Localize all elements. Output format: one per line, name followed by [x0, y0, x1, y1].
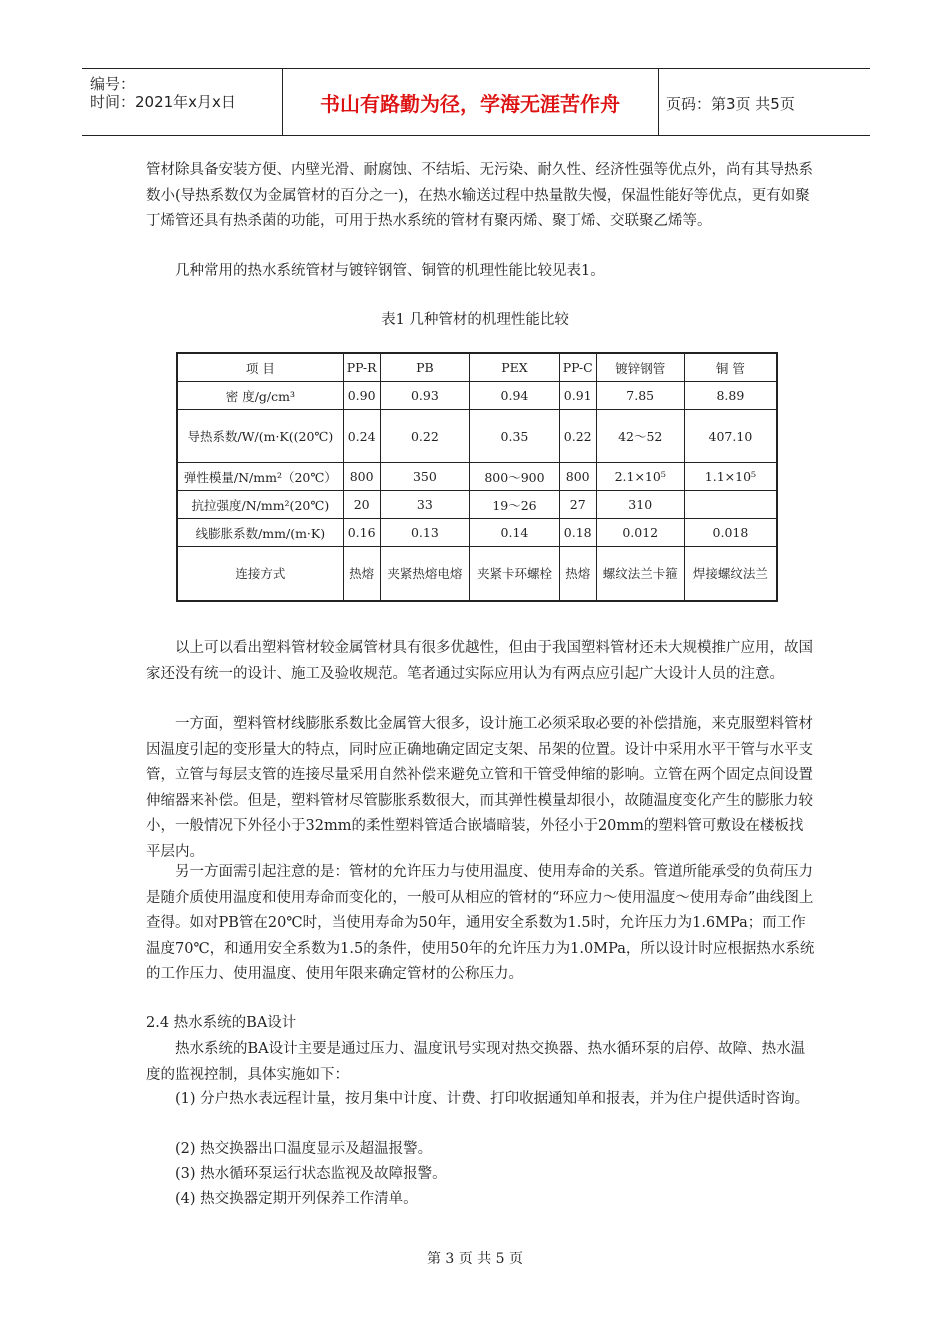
table-header-cell: 铜 管	[684, 353, 777, 382]
list-item: (3) 热水循环泵运行状态监视及故障报警。	[175, 1166, 447, 1182]
table-row-label: 连接方式	[177, 547, 343, 602]
table-cell: 310	[596, 491, 684, 519]
table-cell: 1.1×10⁵	[684, 463, 777, 491]
table-cell	[684, 491, 777, 519]
table-cell: 热熔	[343, 547, 380, 602]
table-row-label: 导热系数/W/(m·K((20℃)	[177, 410, 343, 463]
table-cell: 800～900	[470, 463, 560, 491]
table-cell: 0.018	[684, 519, 777, 547]
table-row	[177, 547, 777, 602]
table-cell: 0.94	[470, 382, 560, 410]
table-row-label: 弹性模量/N/mm²（20℃）	[177, 463, 343, 491]
table-cell: 夹紧热熔电熔	[380, 547, 470, 602]
table-header-cell: PP-R	[343, 353, 380, 382]
table-cell: 800	[559, 463, 596, 491]
table-cell: 0.24	[343, 410, 380, 463]
list-item: (1) 分户热水表远程计量，按月集中计度、计费、打印收据通知单和报表，并为住户提供适时咨询。	[175, 1091, 810, 1107]
table-cell: 0.90	[343, 382, 380, 410]
table-cell: 42～52	[596, 410, 684, 463]
table-cell: 螺纹法兰卡箍	[596, 547, 684, 602]
paragraph-intro: 管材除具备安装方便、内壁光滑、耐腐蚀、不结垢、无污染、耐久性、经济性强等优点外，尚有其导热系数小(导热系数仅为金属管材的百分之一)，在热水输送过程中热量散失慢，保温性能好等优点，更有如聚丁烯管还具有热杀菌的功能，可用于热水系统的管材有聚丙烯、聚丁烯、交联聚乙烯等。	[146, 162, 813, 230]
table-row	[177, 491, 777, 519]
paragraph-pressure: 另一方面需引起注意的是：管材的允许压力与使用温度、使用寿命的关系。管道所能承受的负荷压力是随介质使用温度和使用寿命而变化的，一般可从相应的管材的“环应力～使用温度～使用寿命”曲线图上查得。如对PB管在20℃时，当使用寿命为50年，通用安全系数为1.5时，允许压力为1.6MPa；而工作温度70℃，和通用安全系数为1.5的条件，使用50年的允许压力为1.0MPa，所以设计时应根据热水系统的工作压力、使用温度、使用年限来确定管材的公称压力。	[146, 864, 815, 983]
table-cell: 0.91	[559, 382, 596, 410]
table-cell: 8.89	[684, 382, 777, 410]
table-cell: 0.22	[380, 410, 470, 463]
header-page-number: 页码：第3页 共5页	[666, 95, 795, 113]
table-cell: 7.85	[596, 382, 684, 410]
pipe-performance-table	[176, 352, 778, 602]
table-cell: 0.012	[596, 519, 684, 547]
table-cell: 33	[380, 491, 470, 519]
section-heading: 2.4 热水系统的BA设计	[146, 1015, 297, 1031]
table-row-label: 线膨胀系数/mm/(m·K)	[177, 519, 343, 547]
table-row-label: 密 度/g/cm³	[177, 382, 343, 410]
document-date: 时间：2021年x月x日	[90, 93, 236, 111]
paragraph-ba-design: 热水系统的BA设计主要是通过压力、温度讯号实现对热交换器、热水循环泵的启停、故障、热水温度的监视控制，具体实施如下：	[146, 1041, 806, 1083]
table-cell: 0.13	[380, 519, 470, 547]
table-cell: 热熔	[559, 547, 596, 602]
table-header-cell: 项 目	[177, 353, 343, 382]
table-row	[177, 519, 777, 547]
table-header-cell: PEX	[470, 353, 560, 382]
table-caption: 表1 几种管材的机理性能比较	[381, 312, 569, 328]
header-motto: 书山有路勤为径，学海无涯苦作舟	[282, 69, 659, 135]
table-cell: 350	[380, 463, 470, 491]
table-cell: 焊接螺纹法兰	[684, 547, 777, 602]
table-cell: 800	[343, 463, 380, 491]
paragraph-advantages: 以上可以看出塑料管材较金属管材具有很多优越性，但由于我国塑料管材还未大规模推广应用，故国家还没有统一的设计、施工及验收规范。笔者通过实际应用认为有两点应引起广大设计人员的注意。	[146, 640, 813, 682]
table-cell: 20	[343, 491, 380, 519]
table-cell: 0.16	[343, 519, 380, 547]
table-header-cell: 镀锌钢管	[596, 353, 684, 382]
table-cell: 0.35	[470, 410, 560, 463]
table-cell: 2.1×10⁵	[596, 463, 684, 491]
table-cell: 19～26	[470, 491, 560, 519]
table-cell: 0.18	[559, 519, 596, 547]
document-code: 编号：	[90, 75, 136, 93]
table-cell: 0.14	[470, 519, 560, 547]
table-row	[177, 463, 777, 491]
paragraph-expansion: 一方面，塑料管材线膨胀系数比金属管大很多，设计施工必须采取必要的补偿措施，来克服塑料管材因温度引起的变形量大的特点，同时应正确地确定固定支架、吊架的位置。设计中采用水平干管与水平支管，立管与每层支管的连接尽量采用自然补偿来避免立管和干管受伸缩的影响。立管在两个固定点间设置伸缩器来补偿。但是，塑料管材尽管膨胀系数很大，而其弹性模量却很小，故随温度变化产生的膨胀力较小，一般情况下外径小于32mm的柔性塑料管适合嵌墙暗装，外径小于20mm的塑料管可敷设在楼板找平层内。	[146, 716, 813, 860]
list-item: (2) 热交换器出口温度显示及超温报警。	[175, 1141, 433, 1157]
table-header-row	[177, 353, 777, 382]
header-info	[82, 69, 283, 135]
table-row	[177, 382, 777, 410]
table-header-cell: PB	[380, 353, 470, 382]
table-header-cell: PP-C	[559, 353, 596, 382]
page-header	[82, 68, 870, 136]
table-cell: 407.10	[684, 410, 777, 463]
table-cell: 27	[559, 491, 596, 519]
table-cell: 0.93	[380, 382, 470, 410]
table-cell: 夹紧卡环螺栓	[470, 547, 560, 602]
table-row-label: 抗拉强度/N/mm²(20℃)	[177, 491, 343, 519]
paragraph-table-reference: 几种常用的热水系统管材与镀锌钢管、铜管的机理性能比较见表1。	[175, 263, 605, 279]
table-row	[177, 410, 777, 463]
list-item: (4) 热交换器定期开列保养工作清单。	[175, 1191, 418, 1207]
table-cell: 0.22	[559, 410, 596, 463]
page-footer: 第 3 页 共 5 页	[426, 1251, 524, 1267]
